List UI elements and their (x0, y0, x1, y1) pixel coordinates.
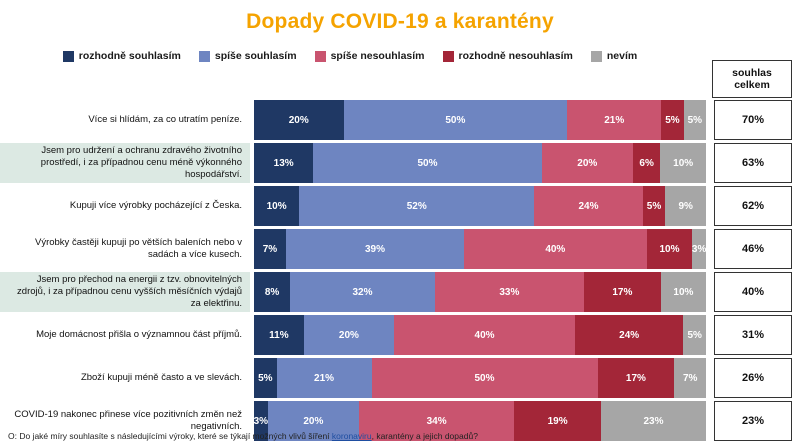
legend-item (63, 50, 181, 62)
total-value: 46% (714, 229, 792, 269)
legend-label: nevím (606, 50, 638, 62)
bar-segment: 10% (647, 229, 693, 269)
chart-legend (0, 50, 800, 62)
legend-swatch-spise-souhlasim (199, 51, 210, 62)
chart-row (0, 186, 800, 226)
stacked-bar (254, 358, 706, 398)
bar-segment: 17% (598, 358, 675, 398)
legend-label: spíše souhlasím (214, 50, 297, 62)
legend-label: rozhodně souhlasím (78, 50, 181, 62)
stacked-bar (254, 143, 706, 183)
bar-segment: 7% (674, 358, 706, 398)
legend-label: spíše nesouhlasím (330, 50, 425, 62)
total-value: 23% (714, 401, 792, 441)
total-value: 40% (714, 272, 792, 312)
chart-row (0, 315, 800, 355)
stacked-bar (254, 100, 706, 140)
row-label: Moje domácnost přišla o významnou část příjmů. (36, 329, 242, 341)
row-label: Výrobky častěji kupuji po větších baleních nebo v sadách a více kusech. (34, 237, 242, 260)
bar-segment: 52% (299, 186, 534, 226)
bar-segment: 9% (665, 186, 706, 226)
chart-row (0, 143, 800, 183)
bar-segment: 23% (601, 401, 706, 441)
total-value: 70% (714, 100, 792, 140)
total-header-line2: celkem (734, 79, 770, 91)
total-value: 62% (714, 186, 792, 226)
legend-item (315, 50, 425, 62)
bar-segment: 21% (277, 358, 372, 398)
bar-segment: 3% (254, 401, 268, 441)
bar-segment: 20% (268, 401, 359, 441)
bar-segment: 19% (514, 401, 601, 441)
legend-swatch-rozhodne-nesouhlasim (443, 51, 454, 62)
bar-segment: 5% (254, 358, 277, 398)
bar-segment: 10% (254, 186, 299, 226)
stacked-bar-chart (0, 100, 800, 444)
legend-swatch-spise-nesouhlasim (315, 51, 326, 62)
bar-segment: 10% (660, 143, 706, 183)
row-label: Zboží kupuji méně často a ve slevách. (80, 372, 242, 384)
chart-row (0, 272, 800, 312)
legend-label: rozhodně nesouhlasím (458, 50, 573, 62)
bar-segment: 20% (542, 143, 633, 183)
row-label: Jsem pro udržení a ochranu zdravého životního prostředí, i za případnou cenu méně výkonného hospodářství. (0, 143, 250, 183)
total-value: 26% (714, 358, 792, 398)
bar-segment: 10% (661, 272, 706, 312)
bar-segment: 7% (254, 229, 286, 269)
total-header-line1: souhlas (732, 66, 772, 79)
bar-segment: 34% (359, 401, 514, 441)
bar-segment: 3% (692, 229, 706, 269)
row-label: COVID-19 nakonec přinese více pozitivních změn než negativních. (14, 409, 242, 432)
bar-segment: 20% (304, 315, 394, 355)
bar-segment: 24% (534, 186, 642, 226)
chart-row (0, 229, 800, 269)
bar-segment: 40% (464, 229, 647, 269)
legend-swatch-nevim (591, 51, 602, 62)
bar-segment: 21% (567, 100, 661, 140)
row-label: Jsem pro přechod na energii z tzv. obnovitelných zdrojů, i za případnou cenu vyšších měsíčních výdajů za elektřinu. (0, 272, 250, 312)
bar-segment: 8% (254, 272, 290, 312)
bar-segment: 5% (683, 315, 706, 355)
legend-item (443, 50, 573, 62)
total-value: 31% (714, 315, 792, 355)
bar-segment: 50% (372, 358, 598, 398)
bar-segment: 13% (254, 143, 313, 183)
row-label: Kupuji více výrobky pocházející z Česka. (69, 200, 242, 212)
bar-segment: 40% (394, 315, 575, 355)
bar-segment: 5% (661, 100, 683, 140)
stacked-bar (254, 186, 706, 226)
footnote-text-post: , karantény a jejich dopadů? (371, 431, 478, 441)
stacked-bar (254, 315, 706, 355)
chart-footnote (8, 431, 478, 441)
footnote-link[interactable]: koronaviru (331, 431, 372, 441)
bar-segment: 39% (286, 229, 464, 269)
bar-segment: 32% (290, 272, 435, 312)
bar-segment: 11% (254, 315, 304, 355)
bar-segment: 5% (684, 100, 706, 140)
stacked-bar (254, 229, 706, 269)
legend-item (199, 50, 297, 62)
footnote-text-pre: O: Do jaké míry souhlasíte s následujícími výroky, které se týkají možných vlivů šíření (8, 431, 332, 441)
total-value: 63% (714, 143, 792, 183)
bar-segment: 33% (435, 272, 584, 312)
bar-segment: 5% (643, 186, 666, 226)
row-label: Více si hlídám, za co utratím peníze. (88, 114, 242, 126)
legend-swatch-rozhodne-souhlasim (63, 51, 74, 62)
bar-segment: 50% (313, 143, 541, 183)
stacked-bar (254, 272, 706, 312)
chart-row (0, 100, 800, 140)
legend-item (591, 50, 637, 62)
bar-segment: 24% (575, 315, 683, 355)
bar-segment: 6% (633, 143, 660, 183)
page-title: Dopady COVID-19 a karantény (246, 10, 554, 33)
bar-segment: 17% (584, 272, 661, 312)
chart-row (0, 358, 800, 398)
total-column-header (712, 60, 792, 98)
bar-segment: 50% (344, 100, 568, 140)
bar-segment: 20% (254, 100, 344, 140)
